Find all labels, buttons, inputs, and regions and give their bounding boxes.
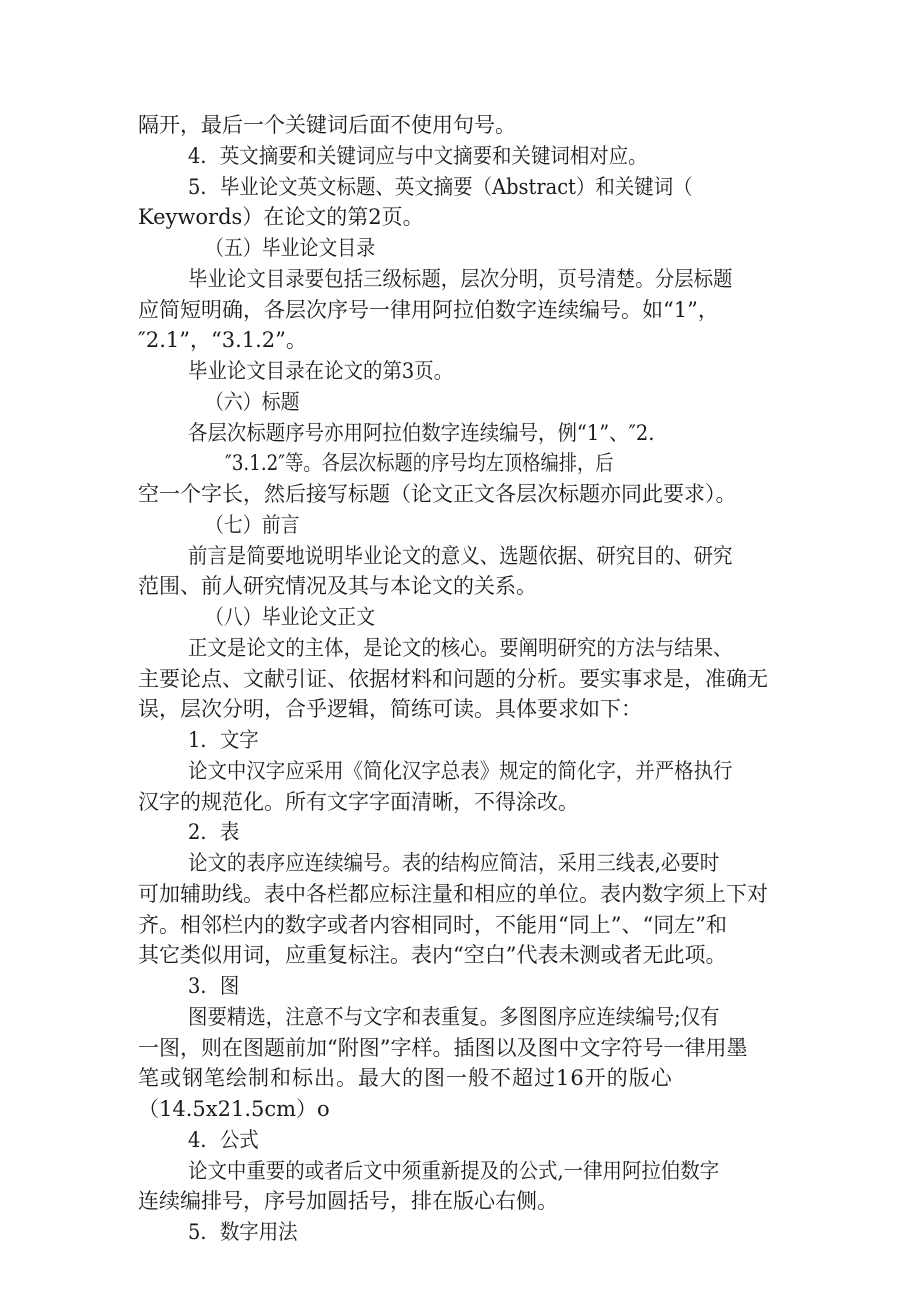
text-line: Keywords）在论文的第2页。: [138, 205, 424, 229]
text-line: 笔或钢笔绘制和标出。最大的图一般不超过16开的版心: [138, 1066, 673, 1090]
text-line: 正文是论文的主体，是论文的核心。要阐明研究的方法与结果、: [188, 636, 733, 660]
section-heading: （八）毕业论文正文: [205, 605, 376, 629]
text-line: 连续编排号，序号加圆括号，排在版心右侧。: [138, 1189, 558, 1213]
subsection-heading: 2．表: [188, 820, 240, 844]
text-line: 毕业论文目录在论文的第3页。: [188, 359, 454, 383]
text-line: （14.5x21.5cm）o: [138, 1097, 330, 1121]
text-line: 4．英文摘要和关键词应与中文摘要和关键词相对应。: [188, 144, 648, 168]
text-line: 论文的表序应连续编号。表的结构应简洁，采用三线表,必要时: [188, 851, 720, 875]
text-line: 空一个字长，然后接写标题（论文正文各层次标题亦同此要求）。: [138, 482, 737, 506]
text-line: 齐。相邻栏内的数字或者内容相同时，不能用“同上”、“同左”和: [138, 913, 727, 937]
text-line: 汉字的规范化。所有文字字面清晰，不得涂改。: [138, 790, 579, 814]
section-heading: （七）前言: [205, 513, 300, 537]
text-line: 论文中汉字应采用《简化汉字总表》规定的简化字，并严格执行: [188, 759, 733, 783]
text-line: 一图，则在图题前加“附图”字样。插图以及图中文字符号一律用墨: [138, 1036, 748, 1060]
text-line: 可加辅助线。表中各栏都应标注量和相应的单位。表内数字须上下对: [138, 882, 768, 906]
text-line: ″2.1”，“3.1.2”。: [138, 328, 307, 352]
text-line: 图要精选，注意不与文字和表重复。多图图序应连续编号;仅有: [188, 1005, 720, 1029]
text-line: 其它类似用词，应重复标注。表内“空白”代表未测或者无此项。: [138, 943, 727, 967]
text-line: 范围、前人研究情况及其与本论文的关系。: [138, 574, 537, 598]
text-line: 论文中重要的或者后文中须重新提及的公式,一律用阿拉伯数字: [188, 1159, 720, 1183]
text-line: ″3.1.2″等。各层次标题的序号均左顶格编排，后: [225, 451, 614, 475]
section-heading: （五）毕业论文目录: [205, 236, 376, 260]
text-line: 毕业论文目录要包括三级标题，层次分明，页号清楚。分层标题: [188, 267, 733, 291]
text-line: 应简短明确，各层次序号一律用阿拉伯数字连续编号。如“1”，: [138, 298, 719, 322]
text-line: 5．毕业论文英文标题、英文摘要（Abstract）和关键词（: [188, 175, 693, 199]
text-line: 隔开，最后一个关键词后面不使用句号。: [138, 113, 516, 137]
subsection-heading: 3．图: [188, 974, 240, 998]
subsection-heading: 4．公式: [188, 1128, 259, 1152]
text-line: 主要论点、文献引证、依据材料和问题的分析。要实事求是，准确无: [138, 667, 768, 691]
section-heading: （六）标题: [205, 390, 300, 414]
subsection-heading: 1．文字: [188, 728, 259, 752]
text-line: 各层次标题序号亦用阿拉伯数字连续编号，例“1”、″2.: [188, 421, 655, 445]
text-line: 前言是简要地说明毕业论文的意义、选题依据、研究目的、研究: [188, 544, 733, 568]
subsection-heading: 5．数字用法: [188, 1220, 298, 1244]
text-line: 误，层次分明，合乎逻辑，简练可读。具体要求如下：: [138, 697, 642, 721]
